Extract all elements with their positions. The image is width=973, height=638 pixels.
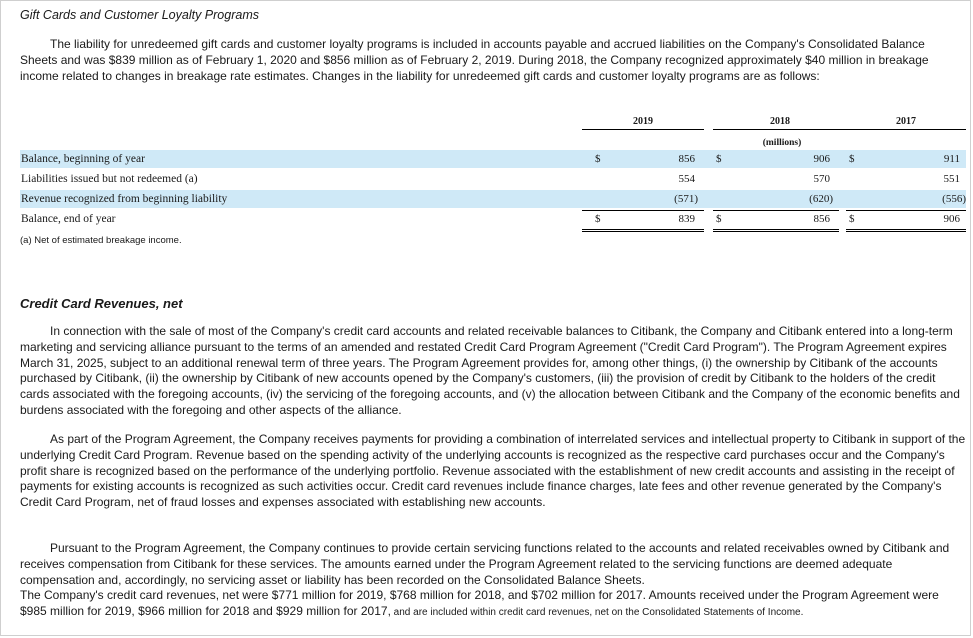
value-2018: 856 [813,213,830,225]
currency-symbol: $ [595,213,601,225]
total-rule [846,229,966,230]
table-header-row [20,116,966,130]
currency-symbol: $ [849,153,855,165]
subtotal-rule [713,210,839,211]
total-rule [713,229,839,230]
row-label: Balance, beginning of year [21,153,145,165]
gift-cards-title: Gift Cards and Customer Loyalty Programs [20,8,259,22]
credit-card-paragraph-3: Pursuant to the Program Agreement, the Company continues to provide certain servicing functions related to the accounts and related receivables owned by Citibank and receives compensation from Citibank for these services. The amounts earned under the Program Agreement related to the servicing functions are deemed adequate compensation and, accordingly, no servicing asset or liability has been recorded on the Consolidated Balance Sheets. [20,541,950,587]
value-2018: 570 [813,173,830,185]
year-header-2018: 2018 [713,116,847,130]
credit-card-paragraph-4-main: The Company's credit card revenues, net were $771 million for 2019, $768 million for 2018, and $702 million for 2017. Amounts received under the Program Agreement were $985 million for 2019, $966 million for 2018 and $929 million for 2017, [20,588,939,618]
table-row [20,210,966,228]
credit-card-paragraph-4 [20,588,955,621]
table-footnote: (a) Net of estimated breakage income. [20,235,182,246]
value-2017: 911 [943,153,960,165]
table-row [20,190,966,208]
total-rule [846,231,966,232]
currency-symbol: $ [716,213,722,225]
currency-symbol: $ [716,153,722,165]
subtotal-rule [582,210,704,211]
value-2019: 856 [678,153,695,165]
units-label: (millions) [762,138,802,148]
value-2018: (620) [809,193,833,205]
total-rule [582,231,704,232]
value-2017: (556) [942,193,966,205]
credit-card-paragraph-1: In connection with the sale of most of the Company's credit card accounts and related receivable balances to Citibank, the Company and Citibank entered into a long-term marketing and servicing alliance pursuant to the terms of an amended and restated Credit Card Program Agreement ("Credit Card Program"). The Program Agreement expires March 31, 2025, subject to an additional renewal term of three years. The Program Agreement provides for, among other things, (i) the ownership by Citibank of the accounts purchased by Citibank, (ii) the ownership by Citibank of new accounts opened by the Company's customers, (iii) the provision of credit by Citibank to the holders of the credit cards associated with the foregoing accounts, (iv) the servicing of the foregoing accounts, and (v) the allocation between Citibank and the Company of the economic benefits and burdens associated with the foregoing and other aspects of the alliance. [20,324,960,417]
subtotal-rule [846,210,966,211]
credit-card-title: Credit Card Revenues, net [20,296,183,311]
year-header-2017: 2017 [846,116,966,130]
gift-cards-paragraph: The liability for unredeemed gift cards and customer loyalty programs is included in accounts payable and accrued liabilities on the Company's Consolidated Balance Sheets and was $839 million as of February 1, 2020 and $856 million as of February 2, 2019. During 2018, the Company recognized approximately $40 million in breakage income related to changes in breakage rate estimates. Changes in the liability for unredeemed gift cards and customer loyalty programs are as follows: [20,37,929,83]
row-label: Revenue recognized from beginning liability [21,193,228,205]
row-label: Balance, end of year [21,213,116,225]
total-rule [582,229,704,230]
currency-symbol: $ [595,153,601,165]
table-row [20,170,966,188]
total-rule [713,231,839,232]
value-2018: 906 [813,153,830,165]
value-2017: 906 [943,213,960,225]
currency-symbol: $ [849,213,855,225]
value-2019: (571) [674,193,698,205]
value-2019: 839 [678,213,695,225]
year-header-2019: 2019 [582,116,704,130]
value-2017: 551 [943,173,960,185]
value-2019: 554 [678,173,695,185]
credit-card-paragraph-2: As part of the Program Agreement, the Company receives payments for providing a combination of interrelated services and intellectual property to Citibank in support of the underlying Credit Card Program. Revenue based on the spending activity of the underlying accounts is recognized as the respective card purchases occur and the Company's profit share is recognized based on the performance of the underlying portfolio. Revenue associated with the establishment of new credit accounts and assisting in the receipt of payments for existing accounts is recognized as such activities occur. Credit card revenues include finance charges, late fees and other revenue generated by the Company's Credit Card Program, net of fraud losses and expenses associated with establishing new accounts. [20,432,966,510]
credit-card-paragraph-4-small: and are included within credit card revenues, net on the Consolidated Statements of Income. [390,606,804,618]
table-row [20,150,966,168]
row-label: Liabilities issued but not redeemed (a) [21,173,198,185]
